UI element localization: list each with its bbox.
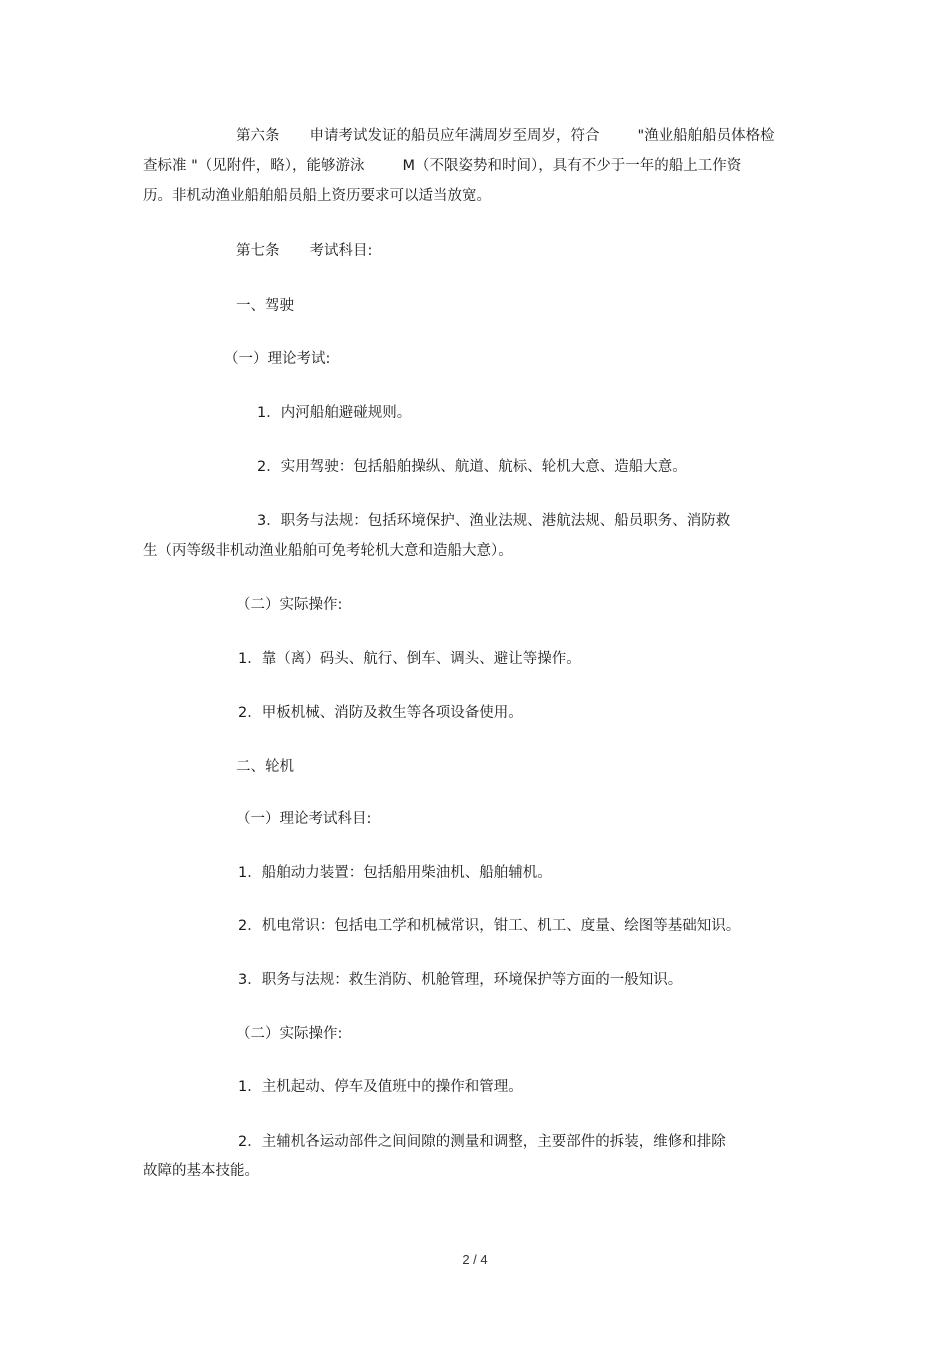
section-2-theory-item-1: 1．船舶动力装置：包括船用柴油机、船舶辅机。 xyxy=(238,865,552,881)
section-2-theory-item-3: 3．职务与法规：救生消防、机舱管理，环境保护等方面的一般知识。 xyxy=(238,972,683,988)
section-2-practice-item-2-line-1: 2．主辅机各运动部件之间间隙的测量和调整，主要部件的拆装，维修和排除 xyxy=(238,1134,726,1150)
section-1-title: 一、驾驶 xyxy=(236,298,294,314)
article-6-line-2-b: M（不限姿势和时间），具有不少于一年的船上工作资 xyxy=(402,158,742,174)
section-1-theory-item-2: 2．实用驾驶：包括船舶操纵、航道、航标、轮机大意、造船大意。 xyxy=(257,459,687,475)
article-6-line-1 xyxy=(236,127,775,145)
article-6-text-a: 申请考试发证的船员应年满周岁至周岁，符合 xyxy=(309,128,600,144)
section-2-title: 二、轮机 xyxy=(236,759,294,775)
article-6-text-b: "渔业船舶船员体格检 xyxy=(637,128,775,144)
article-6-label: 第六条 xyxy=(236,128,280,144)
section-1-theory-heading: （一）理论考试: xyxy=(224,351,331,367)
section-2-practice-item-2-line-2: 故障的基本技能。 xyxy=(143,1163,259,1179)
section-1-theory-item-3-line-2: 生（丙等级非机动渔业船舶可免考轮机大意和造船大意）。 xyxy=(143,543,513,559)
section-2-practice-heading: （二）实际操作: xyxy=(236,1026,343,1042)
section-2-practice-item-1: 1．主机起动、停车及值班中的操作和管理。 xyxy=(238,1079,523,1095)
article-7-label: 第七条 xyxy=(236,243,280,259)
section-1-practice-item-2: 2．甲板机械、消防及救生等各项设备使用。 xyxy=(238,705,523,721)
section-2-theory-item-2: 2．机电常识：包括电工学和机械常识，钳工、机工、度量、绘图等基础知识。 xyxy=(238,918,741,934)
article-6-line-3: 历。非机动渔业船舶船员船上资历要求可以适当放宽。 xyxy=(143,188,491,204)
section-2-theory-heading: （一）理论考试科目: xyxy=(236,811,372,827)
section-1-theory-item-1: 1．内河船舶避碰规则。 xyxy=(257,405,412,421)
page-number: 2 / 4 xyxy=(462,1252,488,1267)
section-1-theory-item-3-line-1: 3．职务与法规：包括环境保护、渔业法规、港航法规、船员职务、消防救 xyxy=(257,513,731,529)
article-7-heading xyxy=(236,242,372,260)
section-1-practice-heading: （二）实际操作: xyxy=(236,597,343,613)
article-6-line-2-a: 查标准 "（见附件，略），能够游泳 xyxy=(143,158,365,174)
article-7-text: 考试科目: xyxy=(309,243,373,259)
section-1-practice-item-1: 1．靠（离）码头、航行、倒车、调头、避让等操作。 xyxy=(238,651,581,667)
article-6-line-2 xyxy=(143,157,741,175)
